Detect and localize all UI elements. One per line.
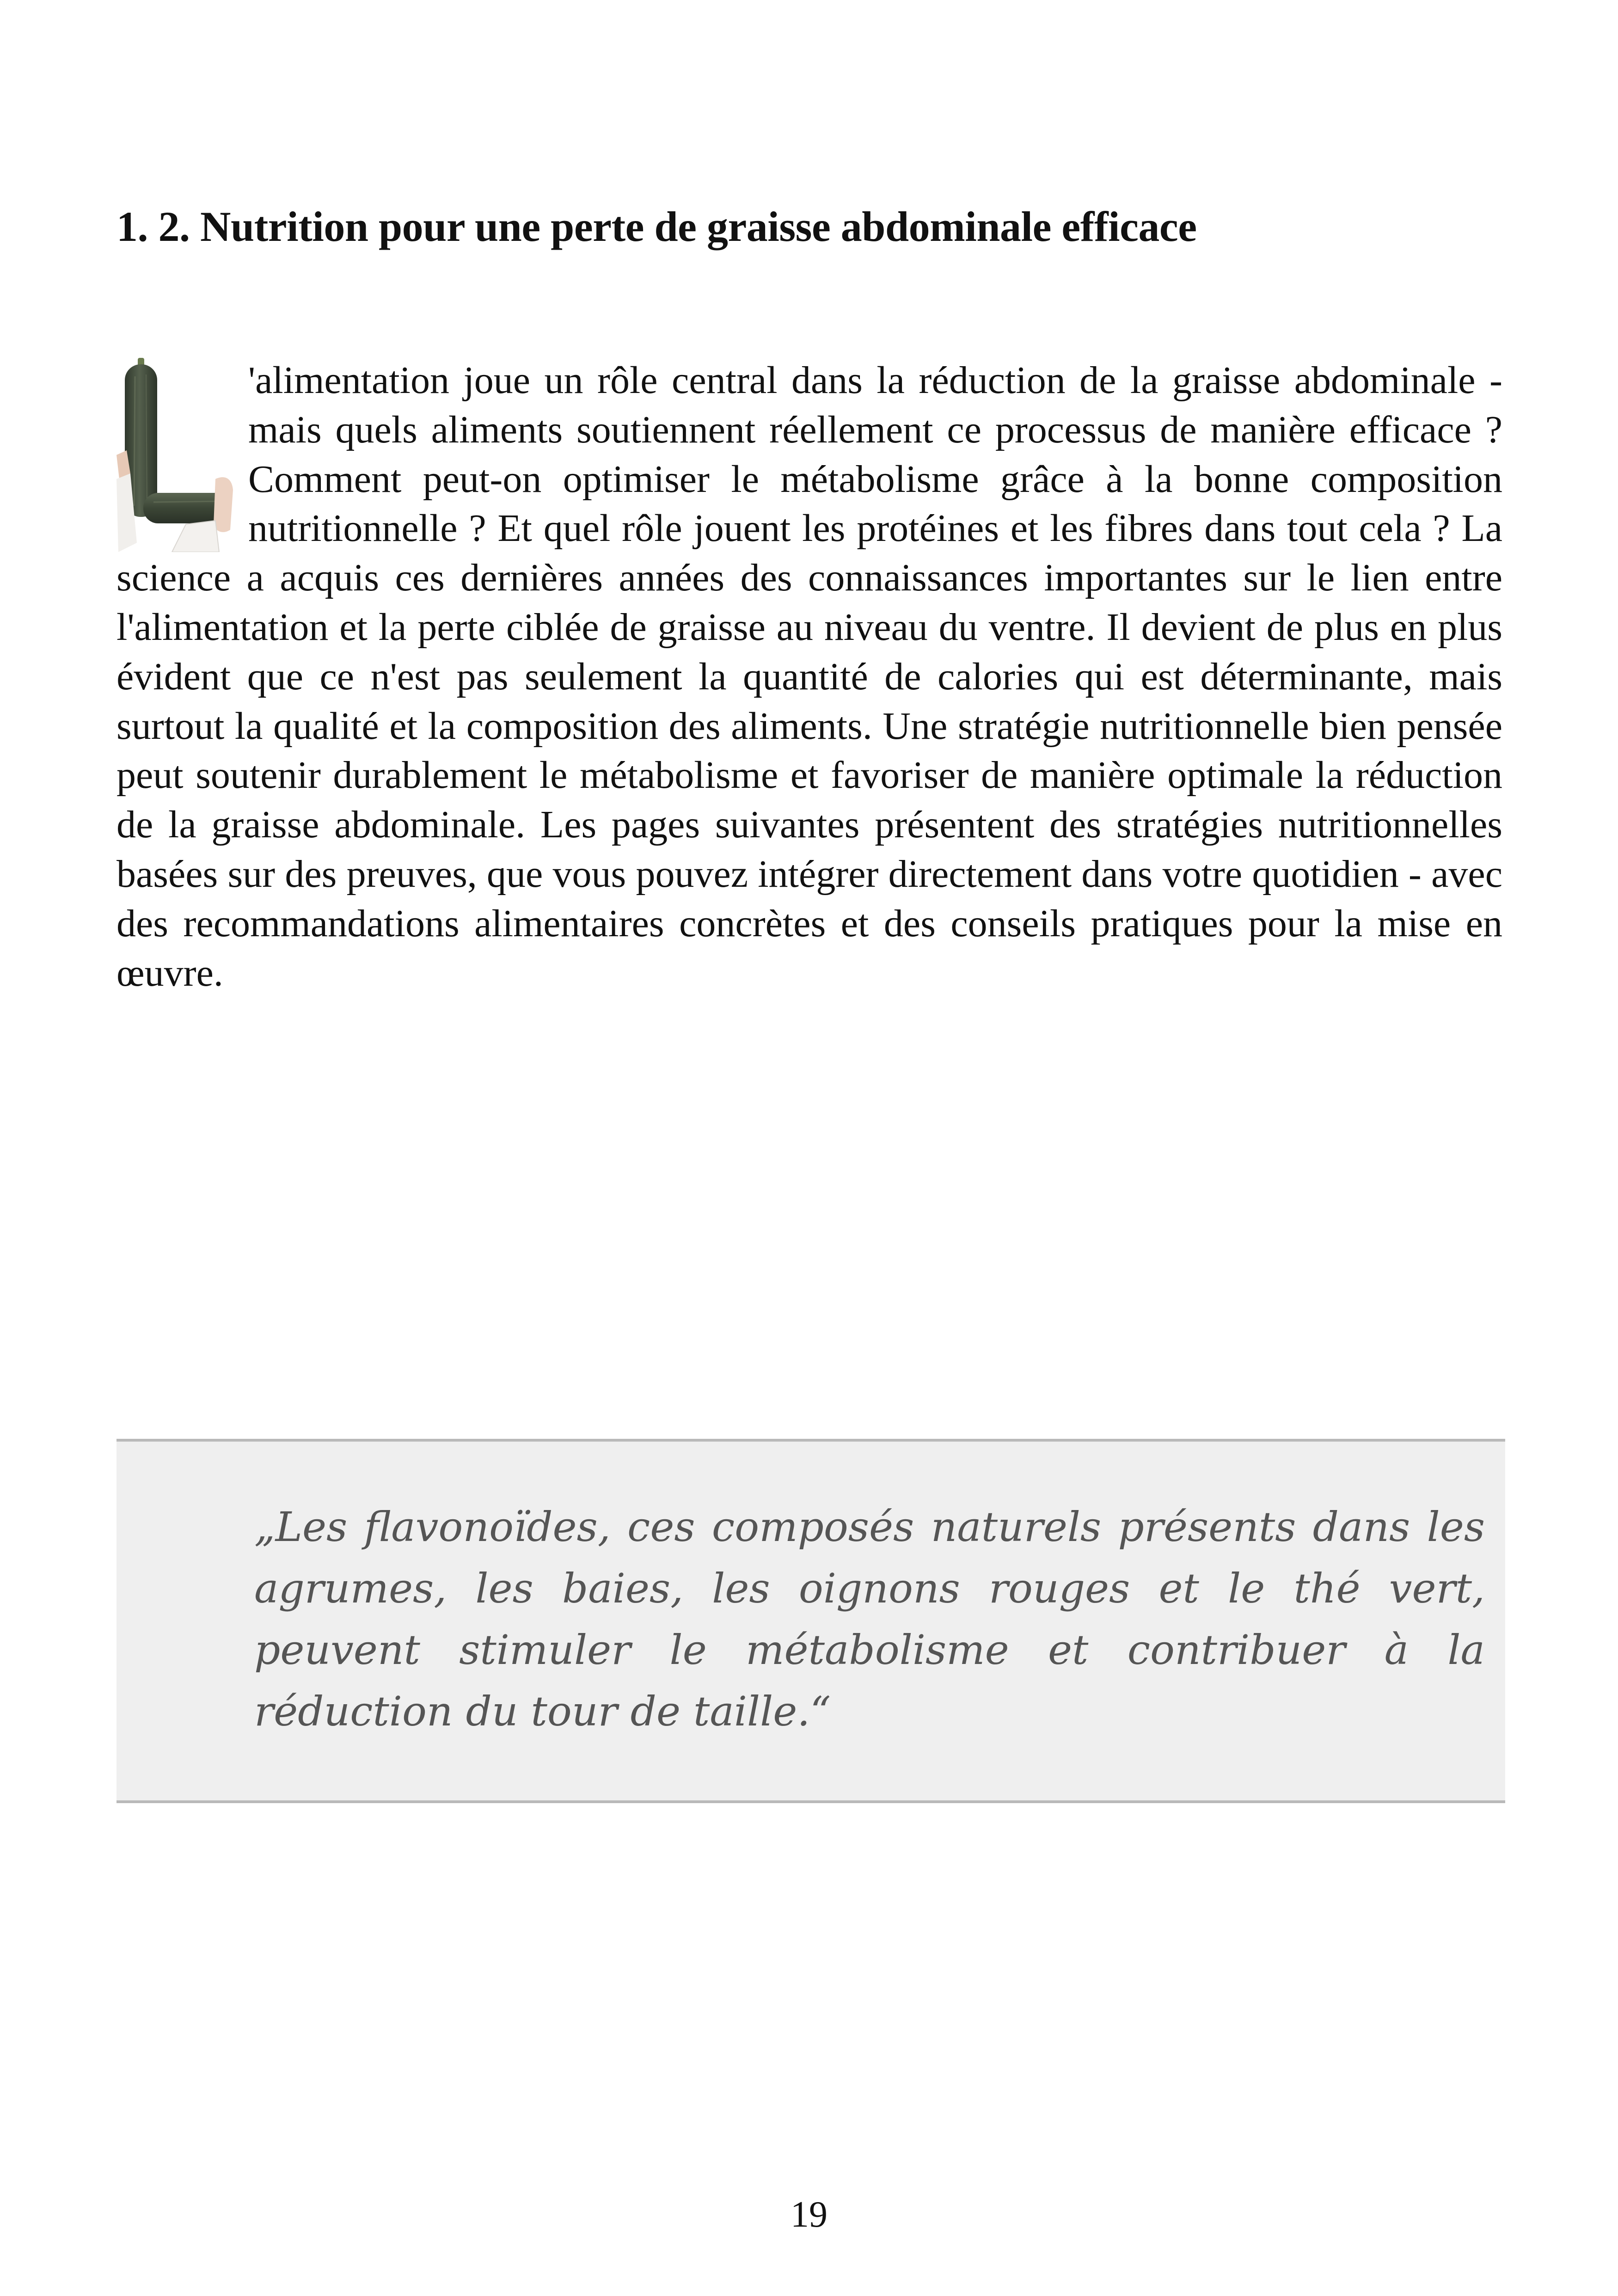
page-number: 19 — [791, 2194, 827, 2235]
drop-cap-l-image — [116, 358, 234, 552]
section-heading: 1. 2. Nutrition pour une perte de graisse abdominale efficace — [116, 203, 1197, 250]
zucchini-l-icon — [116, 358, 234, 552]
quote-box — [116, 1439, 1505, 1803]
pull-quote: „Les flavonoïdes, ces composés naturels présents dans les agrumes, les baies, les oignons rouges et le thé vert, peuvent stimuler le métabolisme et contribuer à la réduction du tour de taille.“ — [254, 1503, 1485, 1735]
paragraph-text: 'alimentation joue un rôle central dans la réduction de la graisse abdominale - mais quels aliments soutiennent réellement ce processus de manière efficace ? Comment peut-on optimiser le métabolisme grâce à la bonne composition nutritionnelle ? Et quel rôle jouent les protéines et les fibres dans tout cela ? La science a acquis ces dernières années des connaissances importantes sur le lien entre l'alimentation et la perte ciblée de graisse au niveau du ventre. Il devient de plus en plus évident que ce n'est pas seulement la quantité de calories qui est déterminante, mais surtout la qualité et la composition des aliments. Une stratégie nutritionnelle bien pensée peut soutenir durablement le métabolisme et favoriser de manière optimale la réduction de la graisse abdominale. Les pages suivantes présentent des stratégies nutritionnelles basées sur des preuves, que vous pouvez intégrer directement dans votre quotidien - avec des recommandations alimentaires concrètes et des conseils pratiques pour la mise en œuvre. — [116, 359, 1502, 995]
intro-paragraph — [116, 356, 1502, 998]
